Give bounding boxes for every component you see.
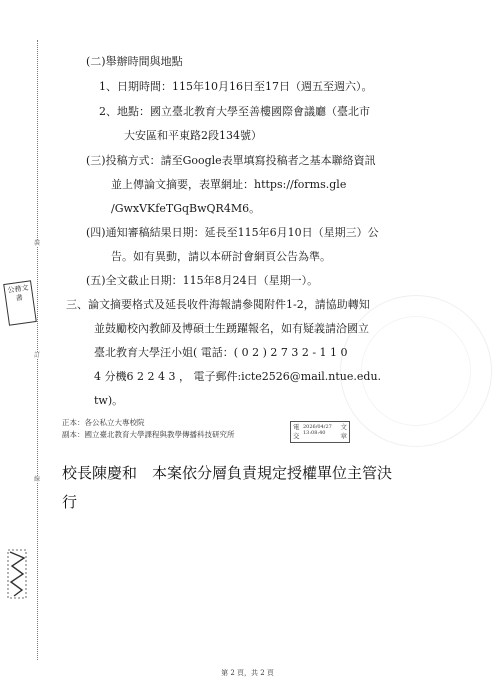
section-3-line4: 4 分機6 2 2 4 3 ， 電子郵件:icte2526@mail.ntue.edu. [94,370,382,383]
item-b3-line2: 並上傳論文摘要，表單網址：https://forms.gle [111,178,347,191]
item-b2-title: (二)舉辦時間與地點 [86,55,183,68]
item-b4-line1: (四)通知審稿結果日期：延長至115年6月10日（星期三）公 [86,226,379,239]
item-b2-2-line2: 大安區和平東路2段134號） [124,129,262,142]
item-b2-2-line1: 2、地點：國立臺北教育大學至善樓國際會議廳（臺北市 [99,105,370,118]
item-b3-line3: /GwxVKfeTGqBwQR4M6。 [111,202,261,215]
item-b5: (五)全文截止日期：115年8月24日（星期一）。 [86,274,319,287]
binding-label-ding: 訂 [34,352,41,359]
item-b3-line1: (三)投稿方式：請至Google表單填寫投稿者之基本聯絡資訊 [86,154,376,167]
binding-label-zhuang: 裝 [34,240,41,247]
official-seal-left: 公務文書 [3,280,37,325]
item-b2-1: 1、日期時間：115年10月16日至17日（週五至週六）。 [99,80,373,93]
signature-line2: 行 [62,493,78,511]
section-3-line5: tw)。 [94,394,124,407]
section-3-line1: 三、論文摘要格式及延長收件海報請參閱附件1-2，請協助轉知 [66,298,370,311]
signature-line1: 校長陳慶和 本案依分層負責規定授權單位主管決 [62,464,393,482]
binding-line [37,40,38,660]
stamp-date: 2026/04/27 13:08:40 [303,424,332,436]
official-seal-bottom [6,548,28,600]
recipient-copy: 副本：國立臺北教育大學課程與教學傳播科技研究所 [62,430,235,439]
binding-label-xian: 線 [34,476,41,483]
section-3-line2: 並鼓勵校內教師及博碩士生踴躍報名，如有疑義請洽國立 [94,322,369,335]
item-b4-line2: 告。如有異動，請以本研討會網頁公告為準。 [111,250,331,263]
page-number: 第 2 頁，共 2 頁 [221,669,274,677]
section-3-line3: 臺北教育大學汪小姐( 電話：( 0 2 ) 2 7 3 2 - 1 1 0 [94,346,348,359]
recipient-primary: 正本：各公私立大專校院 [62,418,145,427]
electronic-exchange-stamp: 電 文 交 章 2026/04/27 13:08:40 [290,421,350,443]
